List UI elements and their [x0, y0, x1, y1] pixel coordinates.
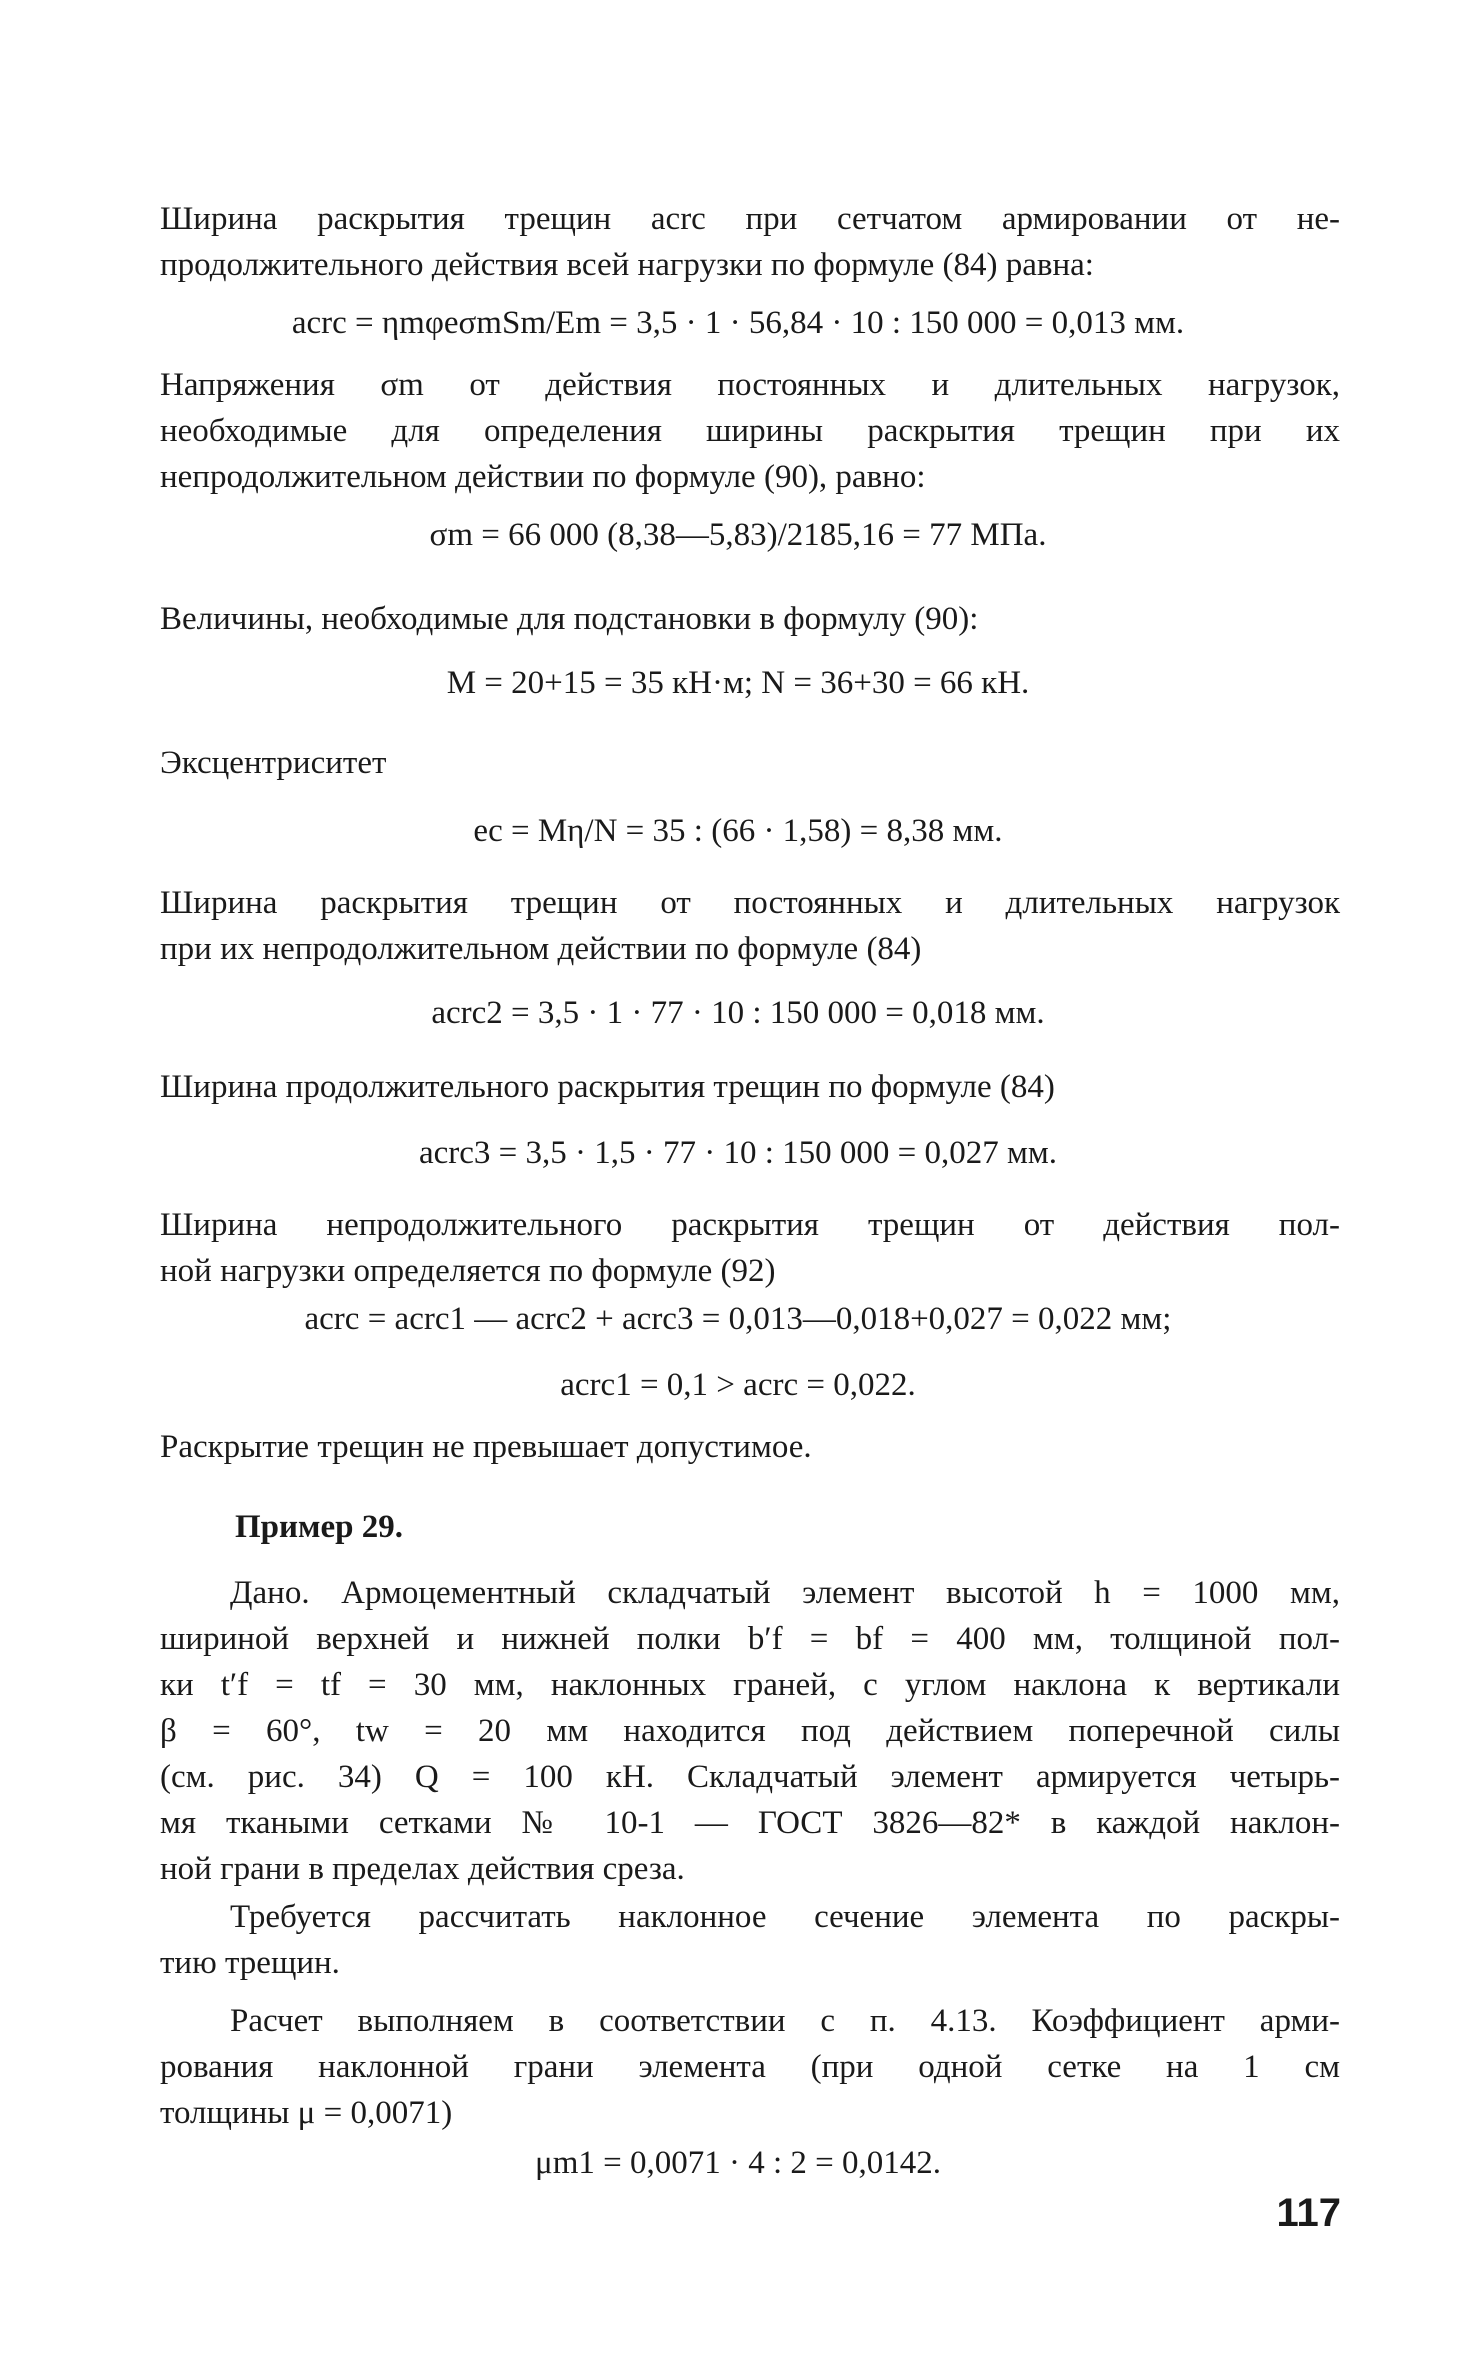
formula-mu: μm1 = 0,0071 · 4 : 2 = 0,0142. [535, 2145, 941, 2181]
paragraph-short-term-width [160, 1202, 1340, 1294]
text-line: Напряжения σm от действия постоянных и длительных нагрузок, [160, 367, 1340, 403]
text-line: Ширина раскрытия трещин aсrc при сетчатом армировании от не- [160, 201, 1340, 237]
paragraph-conclusion [160, 1424, 1340, 1470]
paragraph-stresses [160, 362, 1340, 500]
paragraph-long-term-width [160, 1064, 1340, 1110]
text-line: ки t′f = tf = 30 мм, наклонных граней, с углом наклона к вертикали [160, 1667, 1340, 1703]
text-line: (см. рис. 34) Q = 100 кН. Складчатый элемент армируется четырь- [160, 1759, 1340, 1795]
text-line: продолжительного действия всей нагрузки по формуле (84) равна: [160, 247, 1094, 283]
text-line: ной нагрузки определяется по формуле (92) [160, 1253, 776, 1289]
text-line: ной грани в пределах действия среза. [160, 1851, 685, 1887]
example-heading: Пример 29. [235, 1509, 404, 1545]
paragraph-crack-width-long [160, 880, 1340, 972]
formula-moment-force: M = 20+15 = 35 кН·м; N = 36+30 = 66 кН. [446, 665, 1030, 701]
page-number: 117 [1276, 2191, 1341, 2235]
formula-acrc-total: acrc = acrc1 — acrc2 + acrc3 = 0,013—0,018+0,027 = 0,022 мм; [304, 1301, 1172, 1337]
text-line: Ширина раскрытия трещин от постоянных и длительных нагрузок [160, 885, 1340, 921]
paragraph-calculation [160, 1998, 1340, 2136]
formula-acrc3: acrc3 = 3,5 · 1,5 · 77 · 10 : 150 000 = 0,027 мм. [418, 1135, 1058, 1171]
text-line: Величины, необходимые для подстановки в формулу (90): [160, 601, 979, 637]
formula-acrc1-check: acrc1 = 0,1 > acrc = 0,022. [560, 1367, 916, 1403]
text-line: Ширина непродолжительного раскрытия трещин от действия пол- [160, 1207, 1340, 1243]
text-line: Раскрытие трещин не превышает допустимое. [160, 1429, 812, 1465]
paragraph-eccentricity [160, 740, 1340, 786]
paragraph-given [160, 1570, 1340, 1892]
text-line: Эксцентриситет [160, 745, 387, 781]
text-line: при их непродолжительном действии по формуле (84) [160, 931, 922, 967]
formula-acrc2: acrc2 = 3,5 · 1 · 77 · 10 : 150 000 = 0,018 мм. [431, 995, 1045, 1031]
paragraph-required [160, 1894, 1340, 1986]
text-line: рования наклонной грани элемента (при одной сетке на 1 см [160, 2049, 1340, 2085]
paragraph-crack-width-mesh [160, 196, 1340, 288]
text-line: Расчет выполняем в соответствии с п. 4.13. Коэффициент арми- [230, 2003, 1340, 2039]
text-line: толщины μ = 0,0071) [160, 2095, 453, 2131]
text-line: Дано. Армоцементный складчатый элемент высотой h = 1000 мм, [230, 1575, 1340, 1611]
formula-eccentricity: ec = Mη/N = 35 : (66 · 1,58) = 8,38 мм. [473, 813, 1003, 849]
text-line: шириной верхней и нижней полки b′f = bf = 400 мм, толщиной пол- [160, 1621, 1340, 1657]
formula-acrc: aсrc = ηmφeσmSm/Em = 3,5 · 1 · 56,84 · 10 : 150 000 = 0,013 мм. [291, 305, 1185, 341]
paragraph-values [160, 596, 1340, 642]
text-line: мя ткаными сетками № 10-1 — ГОСТ 3826—82* в каждой наклон- [160, 1805, 1340, 1841]
formula-sigma-m: σm = 66 000 (8,38—5,83)/2185,16 = 77 МПа. [429, 517, 1047, 553]
text-line: β = 60°, tw = 20 мм находится под действием поперечной силы [160, 1713, 1340, 1749]
text-line: тию трещин. [160, 1945, 340, 1981]
text-line: Ширина продолжительного раскрытия трещин по формуле (84) [160, 1069, 1055, 1105]
text-line: Требуется рассчитать наклонное сечение элемента по раскры- [230, 1899, 1340, 1935]
text-line: необходимые для определения ширины раскрытия трещин при их [160, 413, 1340, 449]
text-line: непродолжительном действии по формуле (90), равно: [160, 459, 926, 495]
